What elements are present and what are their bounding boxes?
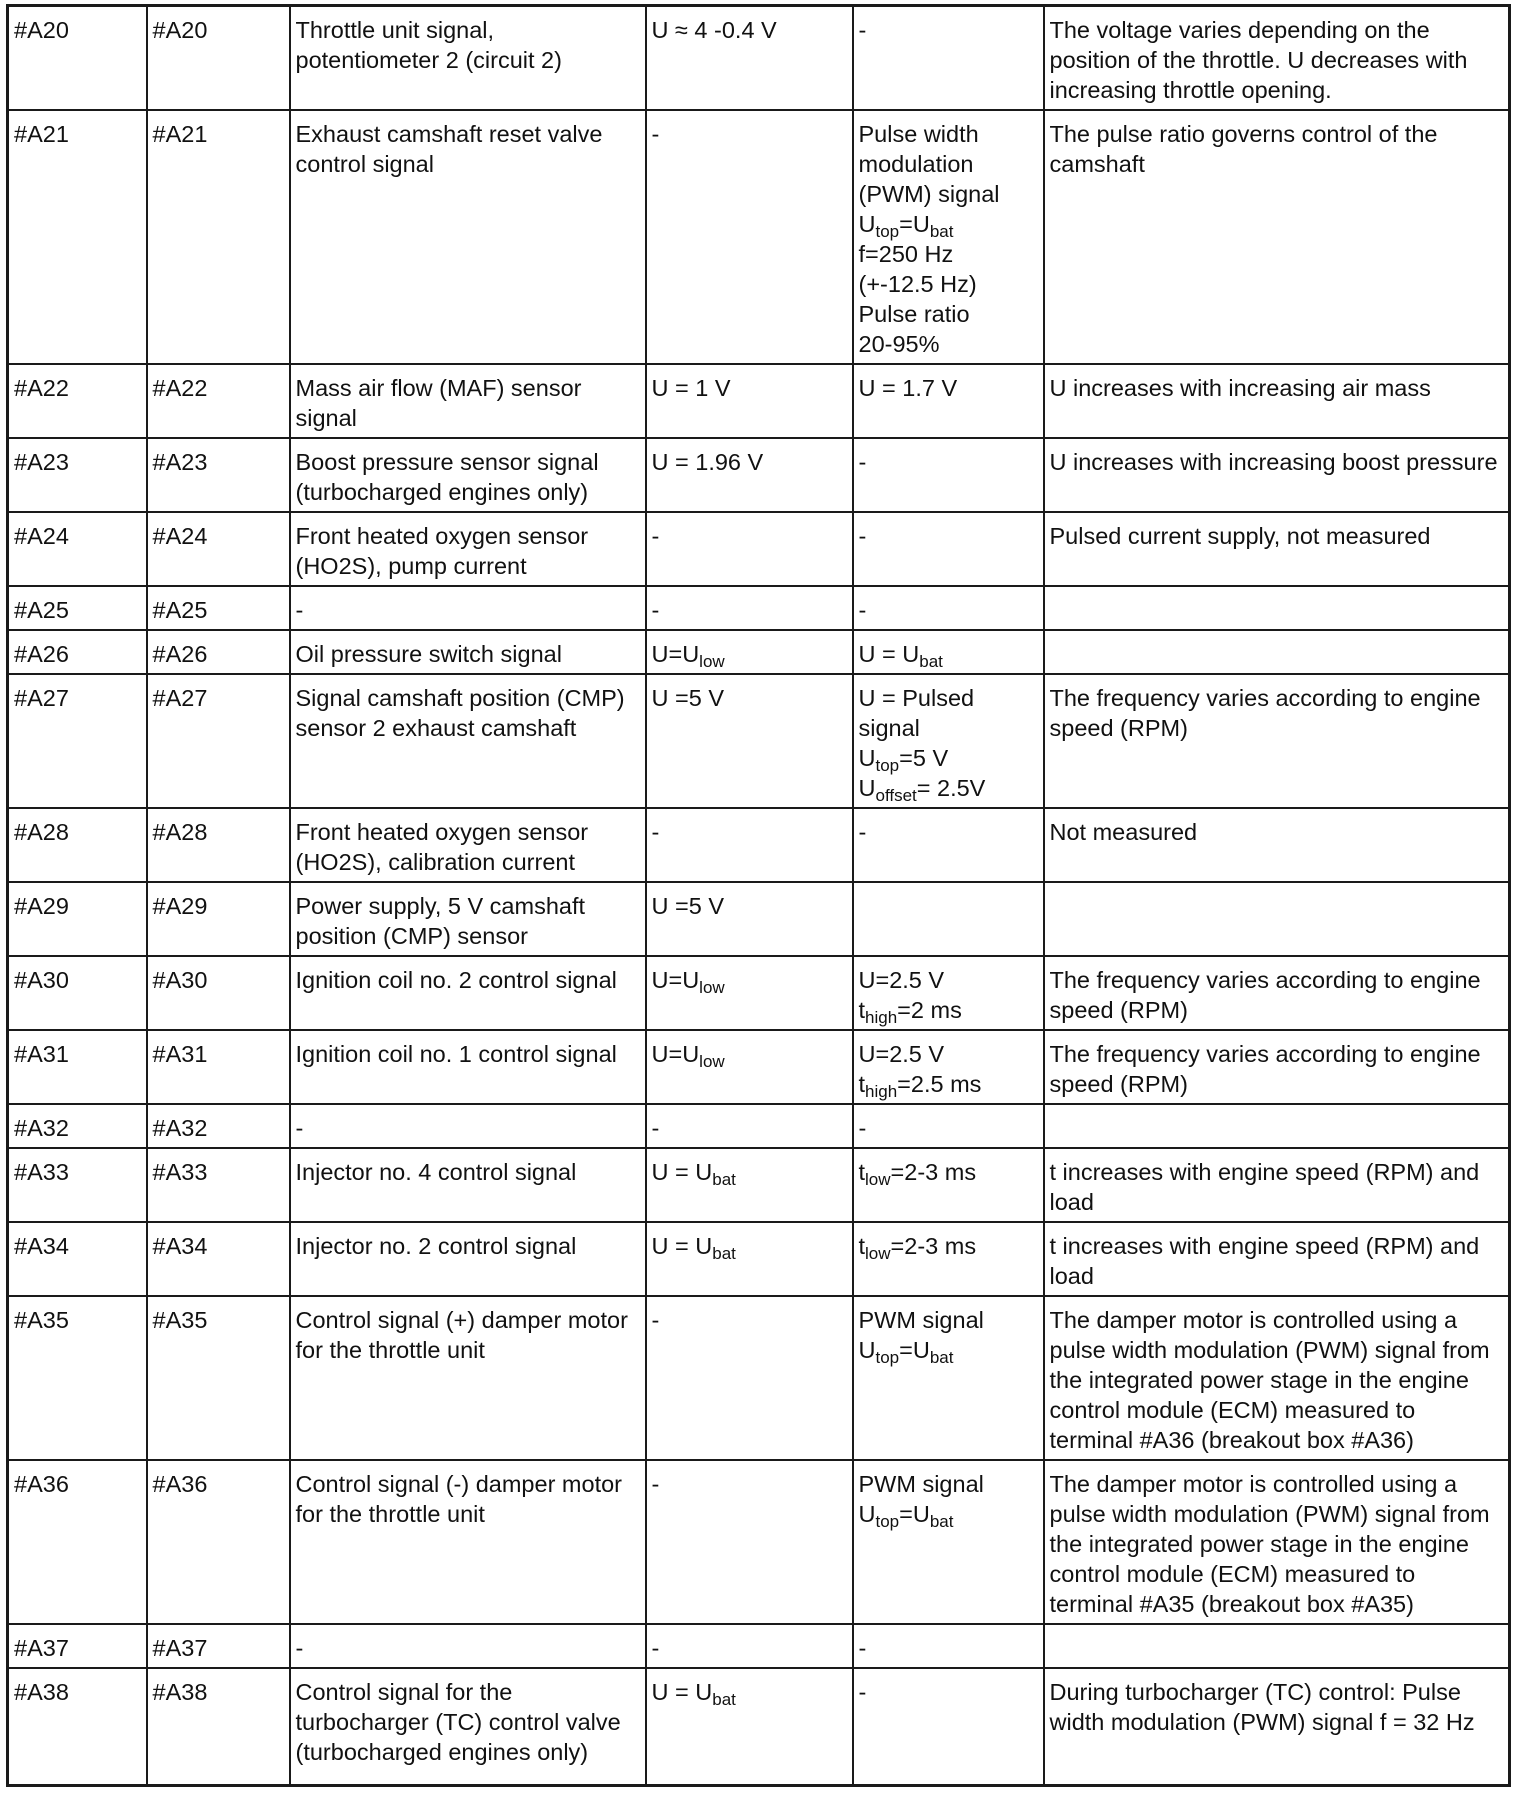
cell-line <box>859 1039 1038 1069</box>
cell-text: =2-3 ms <box>890 1233 977 1259</box>
table-row <box>8 956 1510 1030</box>
cell-text: f=250 Hz <box>858 241 954 267</box>
remark-cell <box>1044 1104 1510 1148</box>
subscript-text: low <box>865 1169 891 1189</box>
remark-cell <box>1044 630 1510 674</box>
remark-cell: The frequency varies according to engine speed (RPM) <box>1044 956 1510 1030</box>
description-cell: Ignition coil no. 1 control signal <box>290 1030 646 1104</box>
subscript-text: bat <box>919 651 943 671</box>
description-cell: Injector no. 2 control signal <box>290 1222 646 1296</box>
cell-line <box>859 373 1038 403</box>
cell-line <box>859 15 1038 45</box>
pin-cell: #A21 <box>8 110 147 364</box>
cell-text: U =5 V <box>651 685 724 711</box>
condition-2-cell <box>853 512 1044 586</box>
remark-cell: U increases with increasing boost pressure <box>1044 438 1510 512</box>
condition-1-cell <box>646 586 853 630</box>
cell-text: U <box>858 211 876 237</box>
description-cell: Boost pressure sensor signal (turbocharged engines only) <box>290 438 646 512</box>
cell-line <box>859 683 1038 713</box>
cell-text: U=U <box>651 1041 700 1067</box>
cell-line <box>652 639 847 669</box>
description-cell: Throttle unit signal, potentiometer 2 (circuit 2) <box>290 6 646 111</box>
cell-line <box>859 1335 1038 1365</box>
condition-2-cell <box>853 110 1044 364</box>
table-row <box>8 512 1510 586</box>
breakout-box-cell: #A32 <box>147 1104 290 1148</box>
remark-cell: t increases with engine speed (RPM) and load <box>1044 1148 1510 1222</box>
condition-1-cell <box>646 674 853 808</box>
cell-line <box>859 713 1038 743</box>
condition-1-cell <box>646 1104 853 1148</box>
cell-text: modulation <box>858 151 974 177</box>
condition-2-cell <box>853 6 1044 111</box>
subscript-text: top <box>875 221 900 241</box>
description-cell: Control signal for the turbocharger (TC) control valve (turbocharged engines only) <box>290 1668 646 1785</box>
pin-cell: #A32 <box>8 1104 147 1148</box>
table-row <box>8 438 1510 512</box>
subscript-text: bat <box>712 1689 736 1709</box>
cell-text: =2.5 ms <box>897 1071 982 1097</box>
condition-1-cell <box>646 1222 853 1296</box>
cell-text: - <box>858 17 867 43</box>
cell-line <box>652 965 847 995</box>
pin-cell: #A36 <box>8 1460 147 1624</box>
condition-2-cell <box>853 1104 1044 1148</box>
cell-text: (+-12.5 Hz) <box>858 271 977 297</box>
table-row <box>8 586 1510 630</box>
condition-1-cell <box>646 882 853 956</box>
pin-cell: #A37 <box>8 1624 147 1668</box>
condition-1-cell <box>646 364 853 438</box>
pin-table-sheet <box>6 4 1511 1787</box>
breakout-box-cell: #A37 <box>147 1624 290 1668</box>
cell-text: U =5 V <box>651 893 724 919</box>
cell-text: t <box>858 1159 866 1185</box>
pin-cell: #A30 <box>8 956 147 1030</box>
remark-cell <box>1044 882 1510 956</box>
cell-line <box>859 329 1038 359</box>
description-cell: Mass air flow (MAF) sensor signal <box>290 364 646 438</box>
table-row <box>8 364 1510 438</box>
cell-line <box>652 1157 847 1187</box>
cell-text: U=U <box>651 641 700 667</box>
breakout-box-cell: #A25 <box>147 586 290 630</box>
table-row <box>8 1460 1510 1624</box>
cell-line <box>652 447 847 477</box>
cell-line <box>652 1113 847 1143</box>
breakout-box-cell: #A36 <box>147 1460 290 1624</box>
condition-2-cell <box>853 586 1044 630</box>
cell-text: - <box>858 1635 867 1661</box>
breakout-box-cell: #A35 <box>147 1296 290 1460</box>
remark-cell: The damper motor is controlled using a pulse width modulation (PWM) signal from the integrated power stage in the engine control module (ECM) measured to terminal #A36 (breakout box #A36) <box>1044 1296 1510 1460</box>
condition-1-cell <box>646 1624 853 1668</box>
condition-1-cell <box>646 6 853 111</box>
cell-text: U <box>858 1501 876 1527</box>
description-cell: - <box>290 1624 646 1668</box>
table-row <box>8 1030 1510 1104</box>
cell-text: U ≈ 4 -0.4 V <box>651 17 777 43</box>
remark-cell <box>1044 1624 1510 1668</box>
condition-1-cell <box>646 1148 853 1222</box>
cell-line <box>859 1499 1038 1529</box>
cell-text: U=2.5 V <box>858 967 945 993</box>
table-row <box>8 1222 1510 1296</box>
subscript-text: low <box>699 977 725 997</box>
cell-line <box>859 269 1038 299</box>
condition-2-cell <box>853 1460 1044 1624</box>
cell-line <box>859 179 1038 209</box>
cell-line <box>859 1157 1038 1187</box>
breakout-box-cell: #A23 <box>147 438 290 512</box>
cell-text: 20-95% <box>858 331 940 357</box>
description-cell: Control signal (+) damper motor for the throttle unit <box>290 1296 646 1460</box>
cell-text: signal <box>858 715 920 741</box>
pin-cell: #A23 <box>8 438 147 512</box>
cell-text: U = 1 V <box>651 375 731 401</box>
cell-text: U = U <box>651 1679 713 1705</box>
cell-line <box>859 773 1038 803</box>
cell-line <box>652 15 847 45</box>
cell-line <box>652 817 847 847</box>
cell-text: U <box>858 1337 876 1363</box>
breakout-box-cell: #A22 <box>147 364 290 438</box>
condition-2-cell <box>853 956 1044 1030</box>
table-row <box>8 6 1510 111</box>
pin-cell: #A35 <box>8 1296 147 1460</box>
subscript-text: bat <box>929 1347 954 1367</box>
cell-line <box>859 149 1038 179</box>
pin-cell: #A33 <box>8 1148 147 1222</box>
cell-line <box>859 817 1038 847</box>
subscript-text: low <box>865 1243 891 1263</box>
cell-text: - <box>858 523 867 549</box>
cell-line <box>859 209 1038 239</box>
cell-text: - <box>651 1635 660 1661</box>
breakout-box-cell: #A28 <box>147 808 290 882</box>
table-row <box>8 1104 1510 1148</box>
subscript-text: low <box>699 651 725 671</box>
cell-text: - <box>651 1307 660 1333</box>
pin-cell: #A20 <box>8 6 147 111</box>
condition-1-cell <box>646 512 853 586</box>
cell-line <box>859 639 1038 669</box>
condition-2-cell <box>853 1030 1044 1104</box>
condition-2-cell <box>853 1148 1044 1222</box>
cell-line <box>652 1633 847 1663</box>
pin-cell: #A24 <box>8 512 147 586</box>
remark-cell: t increases with engine speed (RPM) and load <box>1044 1222 1510 1296</box>
description-cell: - <box>290 586 646 630</box>
cell-text: - <box>858 597 867 623</box>
condition-1-cell <box>646 438 853 512</box>
remark-cell: Not measured <box>1044 808 1510 882</box>
cell-line <box>859 119 1038 149</box>
cell-text: U = 1.96 V <box>651 449 764 475</box>
breakout-box-cell: #A29 <box>147 882 290 956</box>
cell-line <box>859 595 1038 625</box>
cell-text: U=2.5 V <box>858 1041 945 1067</box>
condition-1-cell <box>646 110 853 364</box>
condition-2-cell <box>853 364 1044 438</box>
cell-text: =U <box>899 1337 930 1363</box>
condition-2-cell <box>853 882 1044 956</box>
condition-2-cell <box>853 630 1044 674</box>
cell-line <box>859 965 1038 995</box>
description-cell: Oil pressure switch signal <box>290 630 646 674</box>
breakout-box-cell: #A20 <box>147 6 290 111</box>
pin-cell: #A25 <box>8 586 147 630</box>
description-cell: - <box>290 1104 646 1148</box>
subscript-text: high <box>865 1007 898 1027</box>
cell-text: t <box>858 1233 866 1259</box>
cell-line <box>652 119 847 149</box>
cell-line <box>652 373 847 403</box>
cell-text: - <box>651 819 660 845</box>
cell-text: = 2.5V <box>916 775 986 801</box>
subscript-text: bat <box>712 1243 736 1263</box>
condition-2-cell <box>853 1296 1044 1460</box>
cell-text: U = 1.7 V <box>858 375 958 401</box>
remark-cell: The pulse ratio governs control of the camshaft <box>1044 110 1510 364</box>
remark-cell: The voltage varies depending on the position of the throttle. U decreases with increasing throttle opening. <box>1044 6 1510 111</box>
description-cell: Exhaust camshaft reset valve control signal <box>290 110 646 364</box>
cell-text: U=U <box>651 967 700 993</box>
cell-line <box>859 1069 1038 1099</box>
cell-text: PWM signal <box>858 1471 984 1497</box>
condition-2-cell <box>853 1624 1044 1668</box>
table-row <box>8 674 1510 808</box>
description-cell: Power supply, 5 V camshaft position (CMP) sensor <box>290 882 646 956</box>
table-row <box>8 882 1510 956</box>
cell-text: - <box>651 597 660 623</box>
breakout-box-cell: #A26 <box>147 630 290 674</box>
cell-text: (PWM) signal <box>858 181 1000 207</box>
cell-text: U = U <box>651 1159 713 1185</box>
remark-cell: The frequency varies according to engine speed (RPM) <box>1044 674 1510 808</box>
breakout-box-cell: #A34 <box>147 1222 290 1296</box>
condition-2-cell <box>853 674 1044 808</box>
cell-line <box>652 595 847 625</box>
cell-text: t <box>858 1071 866 1097</box>
condition-2-cell <box>853 438 1044 512</box>
subscript-text: bat <box>712 1169 736 1189</box>
condition-1-cell <box>646 1460 853 1624</box>
breakout-box-cell: #A24 <box>147 512 290 586</box>
cell-line <box>859 1677 1038 1707</box>
description-cell: Front heated oxygen sensor (HO2S), calibration current <box>290 808 646 882</box>
cell-text: U <box>858 775 876 801</box>
cell-line <box>859 1633 1038 1663</box>
cell-line <box>652 521 847 551</box>
table-row <box>8 630 1510 674</box>
remark-cell: During turbocharger (TC) control: Pulse width modulation (PWM) signal f = 32 Hz <box>1044 1668 1510 1785</box>
cell-text: t <box>858 997 866 1023</box>
description-cell: Signal camshaft position (CMP) sensor 2 exhaust camshaft <box>290 674 646 808</box>
subscript-text: top <box>875 755 900 775</box>
table-row <box>8 1668 1510 1785</box>
cell-line <box>652 1039 847 1069</box>
condition-1-cell <box>646 808 853 882</box>
breakout-box-cell: #A31 <box>147 1030 290 1104</box>
cell-line <box>859 521 1038 551</box>
table-row <box>8 1296 1510 1460</box>
cell-line <box>859 1113 1038 1143</box>
subscript-text: bat <box>929 221 954 241</box>
remark-cell: The frequency varies according to engine speed (RPM) <box>1044 1030 1510 1104</box>
condition-2-cell <box>853 1222 1044 1296</box>
breakout-box-cell: #A38 <box>147 1668 290 1785</box>
cell-line <box>859 447 1038 477</box>
pin-cell: #A26 <box>8 630 147 674</box>
cell-text: - <box>858 1115 867 1141</box>
condition-1-cell <box>646 1296 853 1460</box>
pin-table <box>6 4 1511 1787</box>
cell-line <box>859 299 1038 329</box>
cell-line <box>652 1677 847 1707</box>
table-row <box>8 808 1510 882</box>
cell-text: =U <box>899 1501 930 1527</box>
cell-line <box>652 1231 847 1261</box>
cell-text: - <box>858 819 867 845</box>
cell-text: U = U <box>858 641 920 667</box>
pin-table-body <box>8 6 1510 1786</box>
cell-text: =2-3 ms <box>890 1159 977 1185</box>
cell-line <box>859 1231 1038 1261</box>
pin-cell: #A22 <box>8 364 147 438</box>
breakout-box-cell: #A30 <box>147 956 290 1030</box>
description-cell: Control signal (-) damper motor for the throttle unit <box>290 1460 646 1624</box>
condition-2-cell <box>853 808 1044 882</box>
remark-cell <box>1044 586 1510 630</box>
breakout-box-cell: #A27 <box>147 674 290 808</box>
cell-text: U = U <box>651 1233 713 1259</box>
cell-text: PWM signal <box>858 1307 984 1333</box>
cell-text: - <box>651 1471 660 1497</box>
table-row <box>8 1148 1510 1222</box>
pin-cell: #A31 <box>8 1030 147 1104</box>
remark-cell: U increases with increasing air mass <box>1044 364 1510 438</box>
condition-1-cell <box>646 1030 853 1104</box>
cell-text: - <box>651 1115 660 1141</box>
pin-cell: #A38 <box>8 1668 147 1785</box>
breakout-box-cell: #A33 <box>147 1148 290 1222</box>
cell-text: Pulse ratio <box>858 301 970 327</box>
cell-text: - <box>858 449 867 475</box>
cell-text: - <box>651 523 660 549</box>
subscript-text: high <box>865 1081 898 1101</box>
subscript-text: top <box>875 1511 900 1531</box>
cell-line <box>859 1469 1038 1499</box>
cell-text: =2 ms <box>897 997 962 1023</box>
cell-line <box>652 1469 847 1499</box>
cell-text: =5 V <box>899 745 949 771</box>
condition-1-cell <box>646 630 853 674</box>
cell-line <box>859 995 1038 1025</box>
table-row <box>8 110 1510 364</box>
cell-line <box>859 239 1038 269</box>
cell-text: - <box>651 121 660 147</box>
remark-cell: The damper motor is controlled using a pulse width modulation (PWM) signal from the integrated power stage in the engine control module (ECM) measured to terminal #A35 (breakout box #A35) <box>1044 1460 1510 1624</box>
cell-line <box>652 683 847 713</box>
subscript-text: bat <box>929 1511 954 1531</box>
pin-cell: #A27 <box>8 674 147 808</box>
cell-text: Pulse width <box>858 121 979 147</box>
subscript-text: top <box>875 1347 900 1367</box>
cell-text: =U <box>899 211 930 237</box>
cell-text: U <box>858 745 876 771</box>
remark-cell: Pulsed current supply, not measured <box>1044 512 1510 586</box>
cell-text: - <box>858 1679 867 1705</box>
description-cell: Front heated oxygen sensor (HO2S), pump current <box>290 512 646 586</box>
description-cell: Ignition coil no. 2 control signal <box>290 956 646 1030</box>
cell-line <box>859 1305 1038 1335</box>
subscript-text: offset <box>875 785 917 805</box>
breakout-box-cell: #A21 <box>147 110 290 364</box>
description-cell: Injector no. 4 control signal <box>290 1148 646 1222</box>
cell-text: U = Pulsed <box>858 685 975 711</box>
cell-line <box>652 1305 847 1335</box>
pin-cell: #A28 <box>8 808 147 882</box>
subscript-text: low <box>699 1051 725 1071</box>
condition-1-cell <box>646 956 853 1030</box>
pin-cell: #A29 <box>8 882 147 956</box>
cell-line <box>859 743 1038 773</box>
pin-cell: #A34 <box>8 1222 147 1296</box>
table-row <box>8 1624 1510 1668</box>
condition-2-cell <box>853 1668 1044 1785</box>
condition-1-cell <box>646 1668 853 1785</box>
cell-line <box>652 891 847 921</box>
